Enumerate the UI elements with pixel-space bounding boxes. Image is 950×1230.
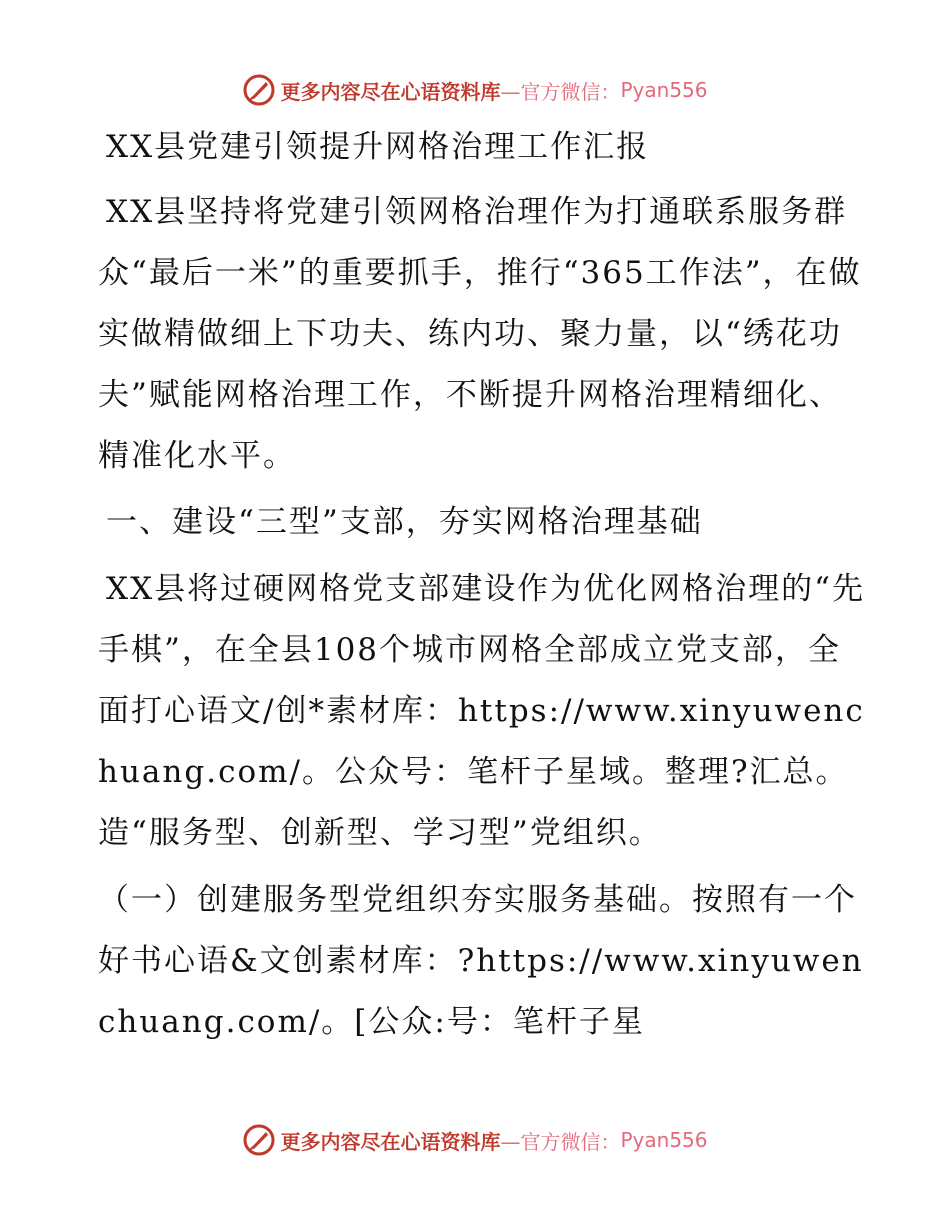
banner-main-text: 更多内容尽在心语资料库 [280,79,501,104]
header-watermark-banner [0,70,950,110]
feather-pen-logo-icon [242,73,276,107]
section-heading-1: 一、建设“三型”支部，夯实网格治理基础 [106,504,703,540]
document-body [98,122,868,1059]
banner-main-text: 更多内容尽在心语资料库 [280,1129,501,1154]
footer-watermark-banner [0,1120,950,1160]
banner-wechat-id: Pyan556 [620,1128,708,1152]
intro-paragraph: XX县坚持将党建引领网格治理作为打通联系服务群众“最后一米”的重要抓手，推行“365工作法”，在做实做精做细上下功夫、练内功、聚力量，以“绣花功夫”赋能网格治理工作，不断提升网格治理精细化、精准化水平。 [98,194,862,474]
banner-wechat-id: Pyan556 [620,78,708,102]
subsection-1-paragraph: （一）创建服务型党组织夯实服务基础。按照有一个好书心语&文创素材库：?https://www.xinyuwenchuang.com/。[公众:号：笔杆子星 [98,882,864,1040]
banner-separator-text: —官方微信： [500,79,621,104]
section-1-paragraph: XX县将过硬网格党支部建设作为优化网格治理的“先手棋”，在全县108个城市网格全部成立党支部，全面打心语文/创*素材库：https://www.xinyuwenchuang.com/。公众号：笔杆子星域。整理?汇总。造“服务型、创新型、学习型”党组织。 [98,571,865,851]
feather-pen-logo-icon [242,1123,276,1157]
banner-separator-text: —官方微信： [500,1129,621,1154]
document-title: XX县党建引领提升网格治理工作汇报 [106,129,650,165]
